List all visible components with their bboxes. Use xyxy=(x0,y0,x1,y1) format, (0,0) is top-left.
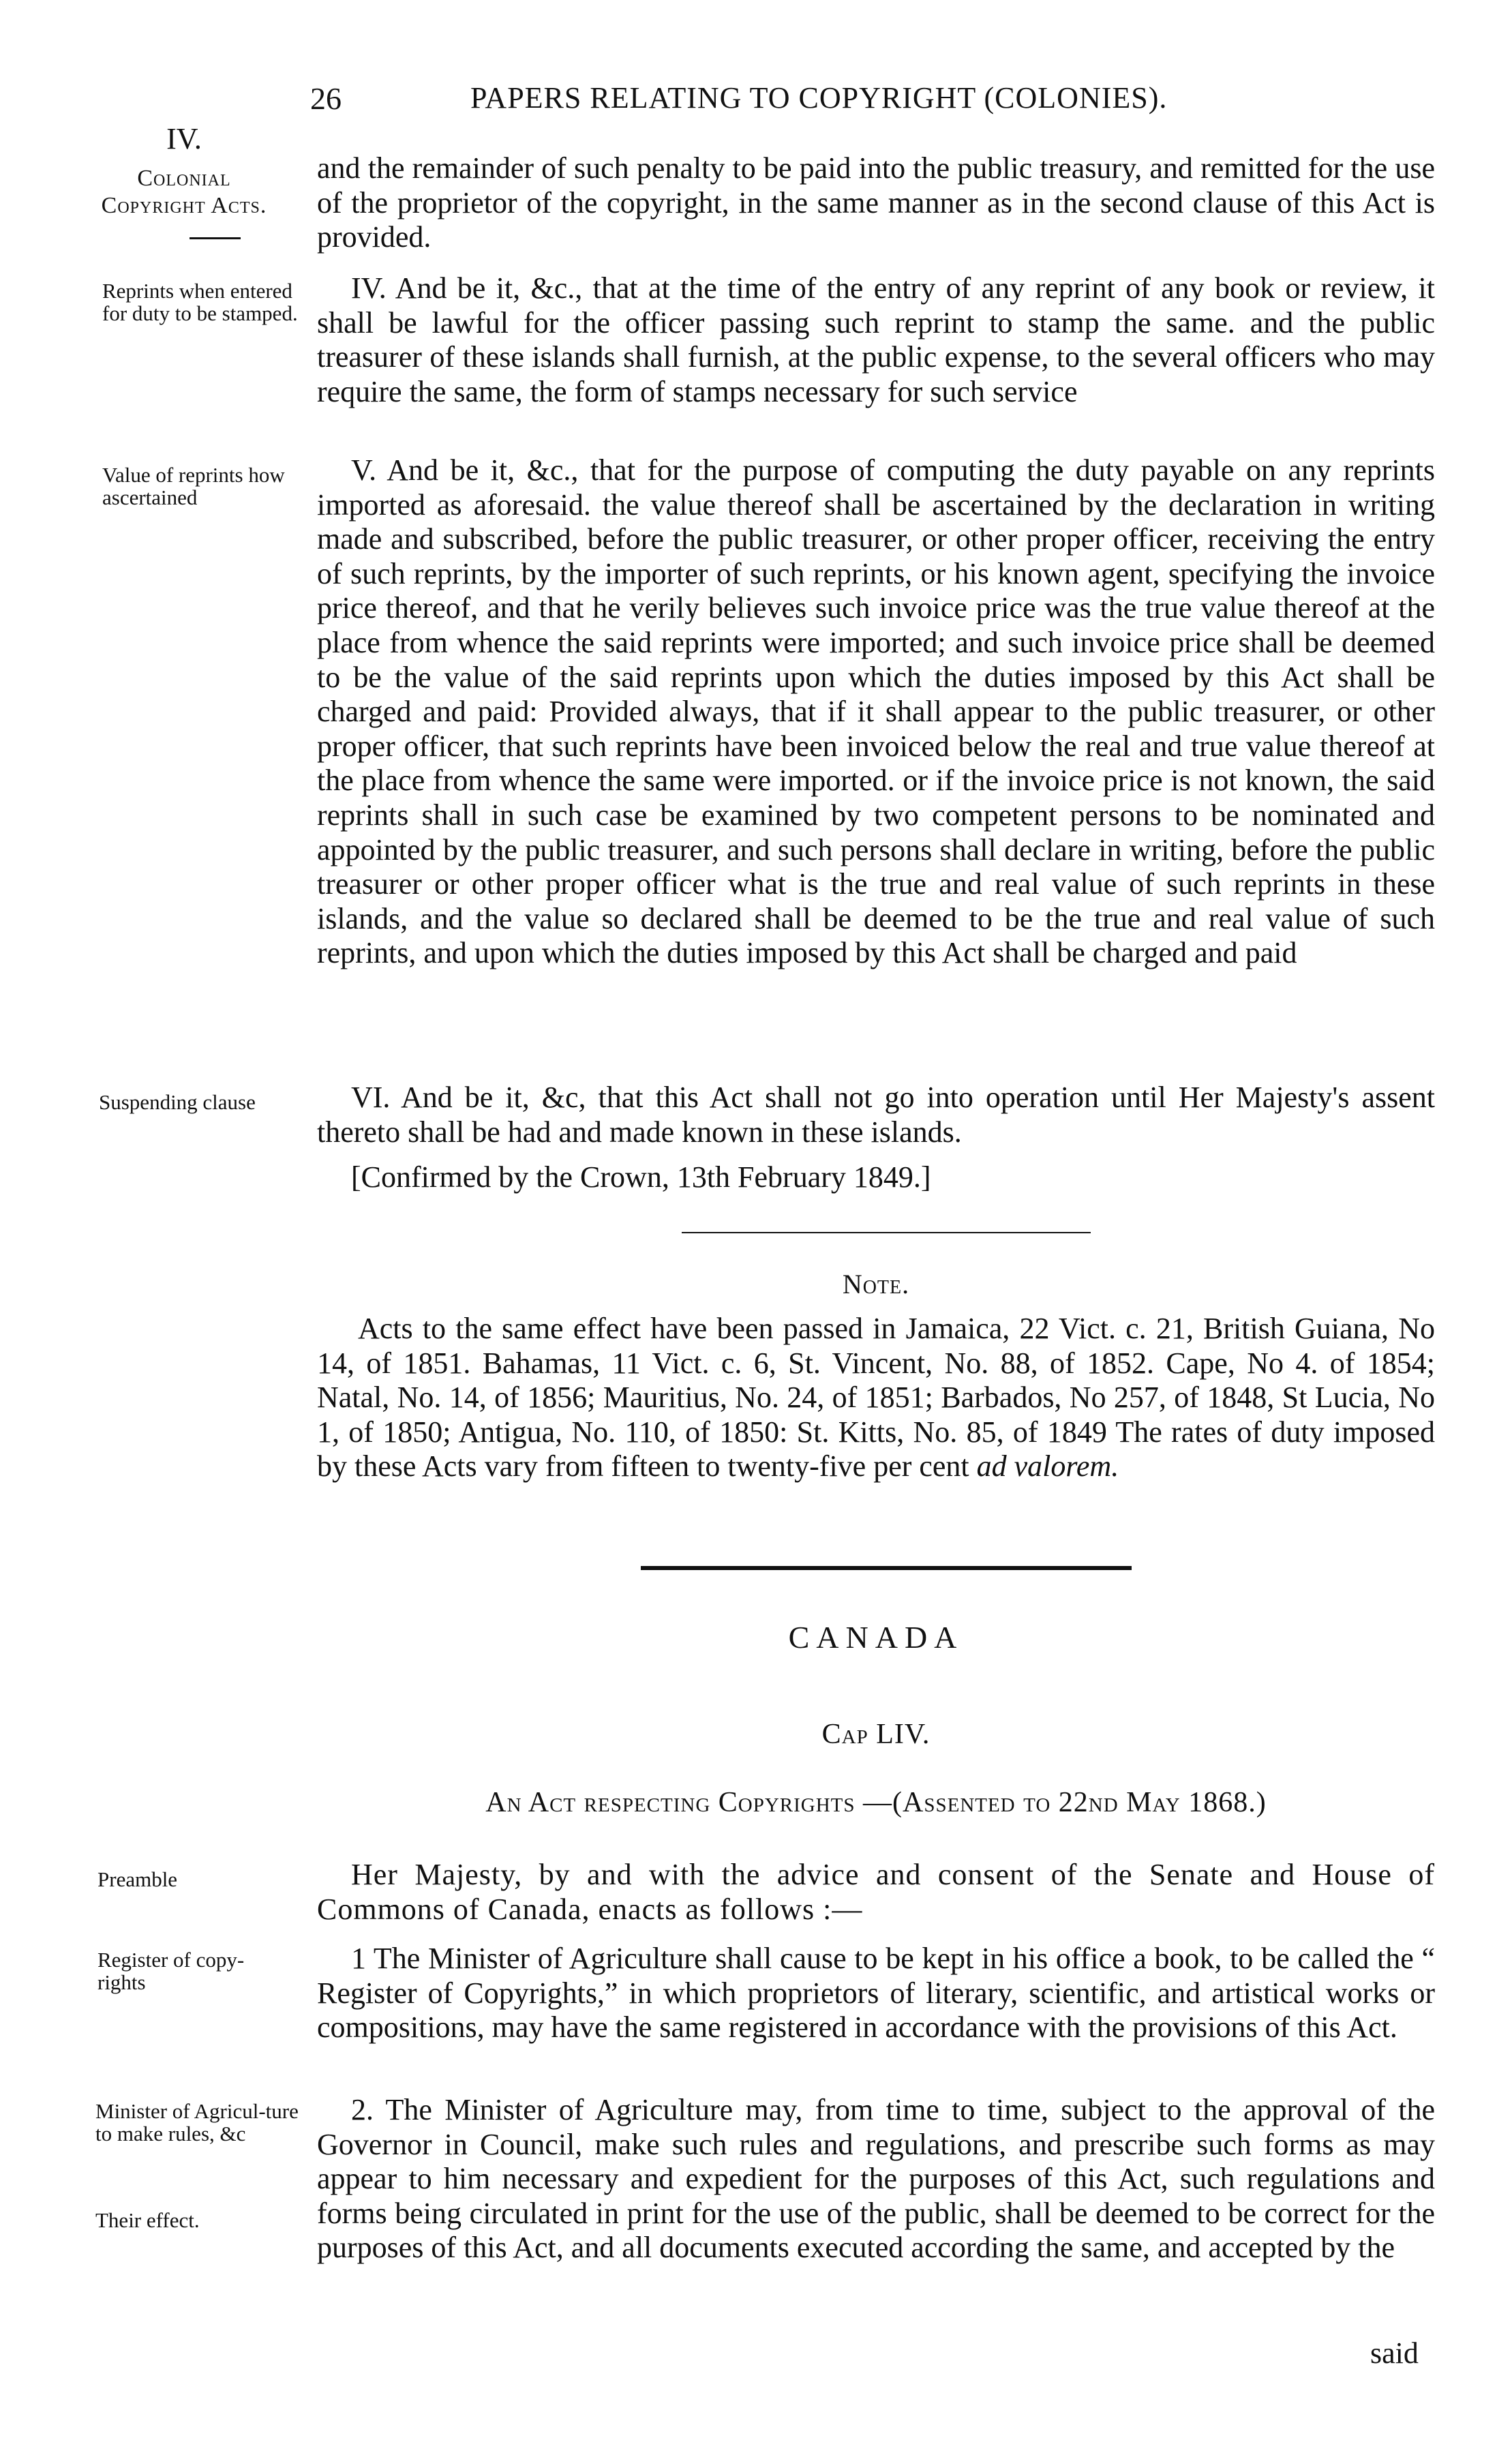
act-title: An Act respecting Copyrights —(Assented to 22nd May 1868.) xyxy=(485,1787,1267,1818)
marginal-head-line1: Colonial xyxy=(137,166,231,191)
paragraph-preamble: Her Majesty, by and with the advice and consent of the Senate and House of Commons of Canada, enacts as follows :— xyxy=(317,1858,1435,1926)
note-text-italic: ad valorem. xyxy=(976,1449,1119,1483)
sidenote-preamble: Preamble xyxy=(97,1867,178,1891)
note-separator-rule xyxy=(682,1232,1091,1233)
paragraph-continuation: and the remainder of such penalty to be paid into the public treasury, and remitted for the use of the proprietor of the copyright, in the same manner as in the second clause of this Act is provided. xyxy=(317,151,1435,254)
canada-section-rule xyxy=(641,1566,1132,1570)
running-title: PAPERS RELATING TO COPYRIGHT (COLONIES). xyxy=(470,81,1168,115)
sidenote-reprints-stamped: Reprints when entered for duty to be stamped. xyxy=(102,279,298,325)
marginal-head-rule xyxy=(190,237,241,239)
note-paragraph xyxy=(317,1312,1435,1484)
note-heading: Note. xyxy=(842,1269,910,1299)
canada-heading: CANADA xyxy=(788,1620,964,1655)
sidenote-register: Register of copy-rights xyxy=(97,1948,245,1994)
paragraph-section-iv: IV. And be it, &c., that at the time of the entry of any reprint of any book or review, it shall be lawful for the officer passing such reprint to stamp the same. and the public treasurer of these islands shall furnish, at the public expense, to the several officers who may require the same, the form of stamps necessary for such service xyxy=(317,271,1435,408)
confirmed-note: [Confirmed by the Crown, 13th February 1849.] xyxy=(351,1160,931,1194)
catchword: said xyxy=(1370,2336,1419,2370)
page-number: 26 xyxy=(310,81,342,116)
sidenote-value-reprints: Value of reprints how ascertained xyxy=(102,463,285,509)
marginal-section-number: IV. xyxy=(166,122,202,155)
note-text: Acts to the same effect have been passed in Jamaica, 22 Vict. c. 21, British Guiana, No 14, of 1851. Bahamas, 11 Vict. c. 6, St. Vincent, No. 88, of 1852. Cape, No 4. of 1854; Natal, No. 14, of 1856; Mauritius, No. 24, of 1851; Barbados, No 257, of 1848, St Lucia, No 1, of 1850; Antigua, No. 110, of 1850: St. Kitts, No. 85, of 1849 The rates of duty imposed by these Acts vary from fifteen to twenty-five per cent xyxy=(317,1312,1435,1483)
paragraph-section-v: V. And be it, &c., that for the purpose of computing the duty payable on any reprints imported as aforesaid. the value thereof shall be ascertained by the declaration in writing made and subscribed, before the public treasurer, or other proper officer, receiving the entry of such reprints, by the importer of such reprints, or his known agent, specifying the invoice price thereof, and that he verily believes such invoice price was the true value thereof at the place from whence the said reprints were imported; and such invoice price shall be deemed to be the value of the said reprints upon which the duties imposed by this Act shall be charged and paid: Provided always, that if it shall appear to the public treasurer, or other proper officer, that such reprints have been invoiced below the real and true value thereof at the place from whence the same were imported. or if the invoice price is not known, the said reprints shall in such case be examined by two competent persons to be nominated and appointed by the public treasurer, and such persons shall declare in writing, before the public treasurer or other proper officer what is the true and real value of such reprints in these islands, and the value so declared shall be deemed to be the true and real value of such reprints, and upon which the duties imposed by this Act shall be charged and paid xyxy=(317,453,1435,970)
sidenote-minister: Minister of Agricul-ture to make rules, &c xyxy=(95,2099,299,2145)
paragraph-section-vi: VI. And be it, &c, that this Act shall not go into operation until Her Majesty's assent thereto shall be had and made known in these islands. xyxy=(317,1081,1435,1149)
paragraph-section-1: 1 The Minister of Agriculture shall cause to be kept in his office a book, to be called the “ Register of Copyrights,” in which proprietors of literary, scientific, and artistical works or compositions, may have the same registered in accordance with the provisions of this Act. xyxy=(317,1942,1435,2045)
sidenote-suspending-clause: Suspending clause xyxy=(99,1090,256,1114)
marginal-head-line2: Copyright Acts. xyxy=(101,193,267,218)
sidenote-their-effect: Their effect. xyxy=(95,2208,200,2232)
paragraph-section-2: 2. The Minister of Agriculture may, from time to time, subject to the approval of the Governor in Council, make such rules and regulations, and prescribe such forms as may appear to him necessary and expedient for the purposes of this Act, such regulations and forms being circulated in print for the use of the public, shall be deemed to be correct for the purposes of this Act, and all documents executed according the same, and accepted by the xyxy=(317,2093,1435,2265)
cap-heading: Cap LIV. xyxy=(821,1719,931,1750)
